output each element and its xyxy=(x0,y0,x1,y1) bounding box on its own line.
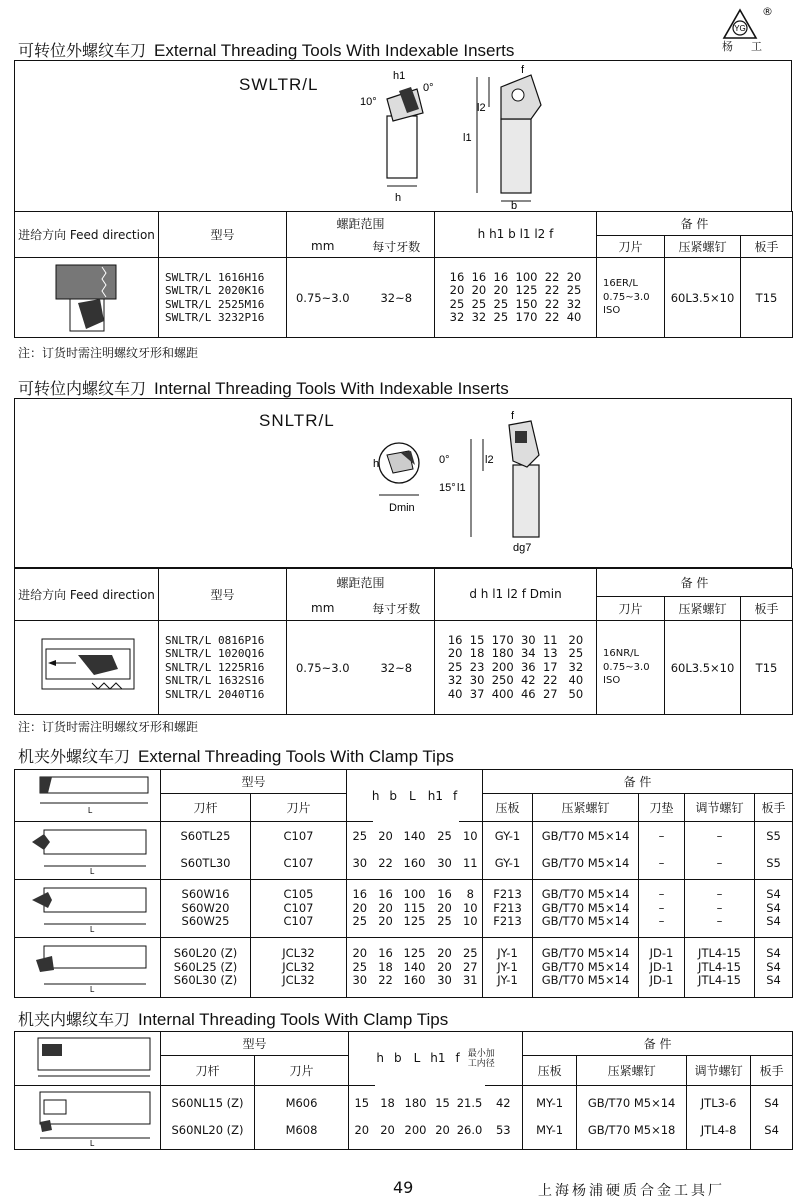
sec3-g2-drawing xyxy=(15,938,161,998)
sec4-h-parts: 备 件 xyxy=(523,1032,793,1056)
sec4-title xyxy=(18,1007,448,1030)
sec2-feed-drawing xyxy=(15,621,159,715)
sec3-g1-icon xyxy=(18,880,158,934)
sec1-screw: 60L3.5×10 xyxy=(665,258,741,338)
sec4-h-screw: 压紧螺钉 xyxy=(577,1056,687,1086)
sec4-h-dmin: 最小加 工内径 xyxy=(467,1048,495,1069)
sec4-h-tip: 刀片 xyxy=(255,1056,349,1086)
sec3-g0-tip: C107 C107 xyxy=(251,822,347,880)
sec1-dim-deg0: 0° xyxy=(423,82,434,94)
sec3-h-b: b xyxy=(389,788,398,803)
sec2-dims: 16 15 170 30 11 20 20 18 180 34 13 25 25 23 200 36 17 32 32 30 250 42 22 40 40 37 400 46 27 50 xyxy=(435,621,597,715)
sec3-g0-wrench: S5 S5 xyxy=(755,822,793,880)
sec4-L: 180 200 xyxy=(401,1086,431,1150)
svg-text:L: L xyxy=(89,867,94,876)
sec2-dim-deg0: 0° xyxy=(439,454,450,466)
sec3-g1-holder: S60W16 S60W20 S60W25 xyxy=(161,880,251,938)
sec3-g0-pad: – – xyxy=(639,822,685,880)
sec4-wrench: S4 S4 xyxy=(751,1086,793,1150)
sec2-h-mm: mm xyxy=(287,597,359,621)
sec3-g0-icon xyxy=(18,822,158,876)
sec2-mm: 0.75~3.0 xyxy=(287,621,359,715)
sec4-f: 21.5 26.0 xyxy=(455,1086,485,1150)
sec2-dim-dmin: Dmin xyxy=(389,502,415,514)
sec3-g2-L: 125 140 160 xyxy=(399,938,431,998)
sec1-model-label: SWLTR/L xyxy=(239,75,319,94)
sec1-feed-drawing xyxy=(15,258,159,338)
sec4-plate: MY-1 MY-1 xyxy=(523,1086,577,1150)
sec2-tpi: 32~8 xyxy=(359,621,435,715)
sec3-g0-h: 25 30 xyxy=(347,822,373,880)
sec3-g0-L: 140 160 xyxy=(399,822,431,880)
sec4-h-h: h xyxy=(376,1051,384,1065)
sec4-h-f: f xyxy=(455,1051,460,1065)
sec4-h-holder: 刀杆 xyxy=(161,1056,255,1086)
sec3-h-screw: 压紧螺钉 xyxy=(533,794,639,822)
sec4-row-0 xyxy=(15,1086,793,1150)
sec4-dmin: 42 53 xyxy=(485,1086,523,1150)
sec3-h-h1: h1 xyxy=(427,788,443,803)
sec3-h-model: 型号 xyxy=(161,770,347,794)
sec2-table xyxy=(14,568,793,715)
sec2-dim-dg7: dg7 xyxy=(513,542,532,554)
sec3-g1-L: 100 115 125 xyxy=(399,880,431,938)
logo-name: 杨工 xyxy=(722,40,780,53)
sec3-header-drawing xyxy=(15,770,161,822)
sec2-feed-icon xyxy=(32,633,142,699)
sec1-dim-f: f xyxy=(521,64,525,76)
sec3-row-2 xyxy=(15,938,793,998)
sec1-h-mm: mm xyxy=(287,236,359,258)
sec1-title xyxy=(18,38,514,61)
sec4-title-cn: 机夹内螺纹车刀 xyxy=(18,1010,131,1029)
sec2-h-feed: 进给方向 Feed direction xyxy=(15,569,159,621)
sec3-g2-adj: JTL4-15 JTL4-15 JTL4-15 xyxy=(685,938,755,998)
sec3-g0-drawing xyxy=(15,822,161,880)
sec1-h-feed: 进给方向 Feed direction xyxy=(15,212,159,258)
sec3-g0-plate: GY-1 GY-1 xyxy=(483,822,533,880)
sec1-dim-h: h xyxy=(395,192,402,204)
sec3-row-1 xyxy=(15,880,793,938)
sec3-g0-holder: S60TL25 S60TL30 xyxy=(161,822,251,880)
sec3-g1-tip: C105 C107 C107 xyxy=(251,880,347,938)
sec3-g0-f: 10 11 xyxy=(459,822,483,880)
sec1-dim-l1: l1 xyxy=(463,132,472,144)
sec2-models: SNLTR/L 0816P16 SNLTR/L 1020Q16 SNLTR/L 1225R16 SNLTR/L 1632S16 SNLTR/L 2040T16 xyxy=(159,621,287,715)
sec1-tpi: 32~8 xyxy=(359,258,435,338)
sec3-table xyxy=(14,769,793,998)
sec4-row-drawing xyxy=(15,1086,161,1150)
sec1-h-screw: 压紧螺钉 xyxy=(665,236,741,258)
sec1-h-cols: h h1 b l1 l2 f xyxy=(435,212,597,258)
sec3-h-f: f xyxy=(452,788,458,803)
sec4-h1: 15 20 xyxy=(431,1086,455,1150)
sec3-g1-screw: GB/T70 M5×14 GB/T70 M5×14 GB/T70 M5×14 xyxy=(533,880,639,938)
sec2-h-insert: 刀片 xyxy=(597,597,665,621)
sec1-dim-deg10: 10° xyxy=(360,96,377,108)
sec1-title-cn: 可转位外螺纹车刀 xyxy=(18,41,147,60)
page-number: 49 xyxy=(393,1178,414,1197)
sec3-g2-plate: JY-1 JY-1 JY-1 xyxy=(483,938,533,998)
sec3-g2-icon xyxy=(18,938,158,994)
sec3-g2-h1: 20 20 30 xyxy=(431,938,459,998)
sec3-h-h: h xyxy=(371,788,380,803)
sec4-table xyxy=(14,1031,793,1150)
sec3-g0-adj: – – xyxy=(685,822,755,880)
sec1-mm: 0.75~3.0 xyxy=(287,258,359,338)
company-name: 上海杨浦硬质合金工具厂 xyxy=(538,1183,725,1199)
sec2-h-model: 型号 xyxy=(159,569,287,621)
sec2-insert: 16NR/L 0.75~3.0 ISO xyxy=(597,621,665,715)
sec4-h-L: L xyxy=(413,1051,421,1065)
sec3-g0-h1: 25 30 xyxy=(431,822,459,880)
sec1-drawing xyxy=(15,61,791,211)
sec4-header-icon xyxy=(18,1032,158,1082)
sec3-g1-f: 8 10 10 xyxy=(459,880,483,938)
sec1-insert: 16ER/L 0.75~3.0 ISO xyxy=(597,258,665,338)
sec3-g1-h1: 16 20 25 xyxy=(431,880,459,938)
sec2-h-screw: 压紧螺钉 xyxy=(665,597,741,621)
sec1-h-pitch: 螺距范围 xyxy=(287,212,435,236)
sec2-h-parts: 备 件 xyxy=(597,569,793,597)
logo-mark: YG xyxy=(734,24,746,33)
sec1-drawing-area xyxy=(14,60,792,212)
sec3-g0-screw: GB/T70 M5×14 GB/T70 M5×14 xyxy=(533,822,639,880)
sec4-h-h1: h1 xyxy=(430,1051,446,1065)
sec4-h: 15 20 xyxy=(349,1086,375,1150)
sec4-row-icon xyxy=(18,1086,158,1146)
sec3-g2-tip: JCL32 JCL32 JCL32 xyxy=(251,938,347,998)
sec1-h-model: 型号 xyxy=(159,212,287,258)
sec3-g1-pad: – – – xyxy=(639,880,685,938)
sec2-dim-f: f xyxy=(511,410,515,422)
sec1-dim-b: b xyxy=(511,200,518,211)
sec1-title-en: External Threading Tools With Indexable Inserts xyxy=(154,41,515,60)
sec3-g2-b: 16 18 22 xyxy=(373,938,399,998)
sec3-h-plate: 压板 xyxy=(483,794,533,822)
sec3-h-holder: 刀杆 xyxy=(161,794,251,822)
sec4-tip: M606 M608 xyxy=(255,1086,349,1150)
sec3-title xyxy=(18,744,454,767)
sec3-g2-screw: GB/T70 M5×14 GB/T70 M5×14 GB/T70 M5×14 xyxy=(533,938,639,998)
sec2-model-label: SNLTR/L xyxy=(259,411,335,430)
sec1-table xyxy=(14,211,793,338)
sec3-g1-plate: F213 F213 F213 xyxy=(483,880,533,938)
sec2-title-en: Internal Threading Tools With Indexable Inserts xyxy=(154,379,509,398)
sec1-wrench: T15 xyxy=(741,258,793,338)
sec3-title-cn: 机夹外螺纹车刀 xyxy=(18,747,131,766)
sec4-h-b: b xyxy=(393,1051,402,1065)
sec2-dim-deg15: 15° xyxy=(439,482,456,494)
svg-text:L: L xyxy=(87,806,92,815)
sec4-h-model: 型号 xyxy=(161,1032,349,1056)
sec1-h-parts: 备 件 xyxy=(597,212,793,236)
sec4-header-drawing xyxy=(15,1032,161,1086)
sec3-g2-pad: JD-1 JD-1 JD-1 xyxy=(639,938,685,998)
sec3-title-en: External Threading Tools With Clamp Tips xyxy=(138,747,454,766)
sec4-h-wrench: 板手 xyxy=(751,1056,793,1086)
svg-text:L: L xyxy=(89,985,94,994)
sec3-g1-h: 16 20 25 xyxy=(347,880,373,938)
sec1-h-tpi: 每寸牙数 xyxy=(359,236,435,258)
sec3-g2-holder: S60L20 (Z) S60L25 (Z) S60L30 (Z) xyxy=(161,938,251,998)
sec2-dim-h: h xyxy=(373,458,380,470)
sec3-h-tip: 刀片 xyxy=(251,794,347,822)
sec3-g1-adj: – – – xyxy=(685,880,755,938)
sec3-g1-drawing xyxy=(15,880,161,938)
sec2-h-cols: d h l1 l2 f Dmin xyxy=(435,569,597,621)
logo-triangle-icon xyxy=(722,8,758,40)
sec2-wrench: T15 xyxy=(741,621,793,715)
sec1-dim-h1: h1 xyxy=(393,70,406,82)
sec3-h-pad: 刀垫 xyxy=(639,794,685,822)
sec4-adj: JTL3-6 JTL4-8 xyxy=(687,1086,751,1150)
logo-reg: ® xyxy=(762,5,773,18)
sec3-g1-wrench: S4 S4 S4 xyxy=(755,880,793,938)
sec3-row-0 xyxy=(15,822,793,880)
sec3-g2-h: 20 25 30 xyxy=(347,938,373,998)
sec1-h-wrench: 板手 xyxy=(741,236,793,258)
sec4-h-plate: 压板 xyxy=(523,1056,577,1086)
sec2-title xyxy=(18,376,509,399)
sec2-dim-l2: l2 xyxy=(485,454,494,466)
sec3-g1-b: 16 20 20 xyxy=(373,880,399,938)
sec3-g2-f: 25 27 31 xyxy=(459,938,483,998)
sec2-h-tpi: 每寸牙数 xyxy=(359,597,435,621)
sec4-title-en: Internal Threading Tools With Clamp Tips xyxy=(138,1010,449,1029)
sec1-h-insert: 刀片 xyxy=(597,236,665,258)
sec2-note: 注：订货时需注明螺纹牙形和螺距 xyxy=(18,720,199,734)
sec2-drawing-area xyxy=(14,398,792,568)
sec2-h-wrench: 板手 xyxy=(741,597,793,621)
sec3-h-adj: 调节螺钉 xyxy=(685,794,755,822)
sec4-holder: S60NL15 (Z) S60NL20 (Z) xyxy=(161,1086,255,1150)
sec2-h-pitch: 螺距范围 xyxy=(287,569,435,597)
sec4-screw: GB/T70 M5×14 GB/T70 M5×18 xyxy=(577,1086,687,1150)
sec1-note: 注：订货时需注明螺纹牙形和螺距 xyxy=(18,346,199,360)
sec4-b: 18 20 xyxy=(375,1086,401,1150)
sec3-h-L: L xyxy=(409,788,416,803)
sec3-header-icon xyxy=(18,771,158,817)
sec4-h-adj: 调节螺钉 xyxy=(687,1056,751,1086)
sec1-dims: 16 16 16 100 22 20 20 20 20 125 22 25 25 25 25 150 22 32 32 32 25 170 22 40 xyxy=(435,258,597,338)
sec3-h-parts: 备 件 xyxy=(483,770,793,794)
svg-text:L: L xyxy=(89,925,94,934)
sec2-screw: 60L3.5×10 xyxy=(665,621,741,715)
sec3-h-wrench: 板手 xyxy=(755,794,793,822)
company-logo xyxy=(722,5,788,56)
sec1-dim-l2: l2 xyxy=(477,102,486,114)
sec2-title-cn: 可转位内螺纹车刀 xyxy=(18,379,147,398)
sec3-g0-b: 20 22 xyxy=(373,822,399,880)
svg-text:L: L xyxy=(89,1139,94,1146)
sec2-drawing xyxy=(15,399,791,567)
sec1-models: SWLTR/L 1616H16 SWLTR/L 2020K16 SWLTR/L 2525M16 SWLTR/L 3232P16 xyxy=(159,258,287,338)
sec3-g2-wrench: S4 S4 S4 xyxy=(755,938,793,998)
sec2-dim-l1: l1 xyxy=(457,482,466,494)
sec1-feed-icon xyxy=(42,259,132,333)
